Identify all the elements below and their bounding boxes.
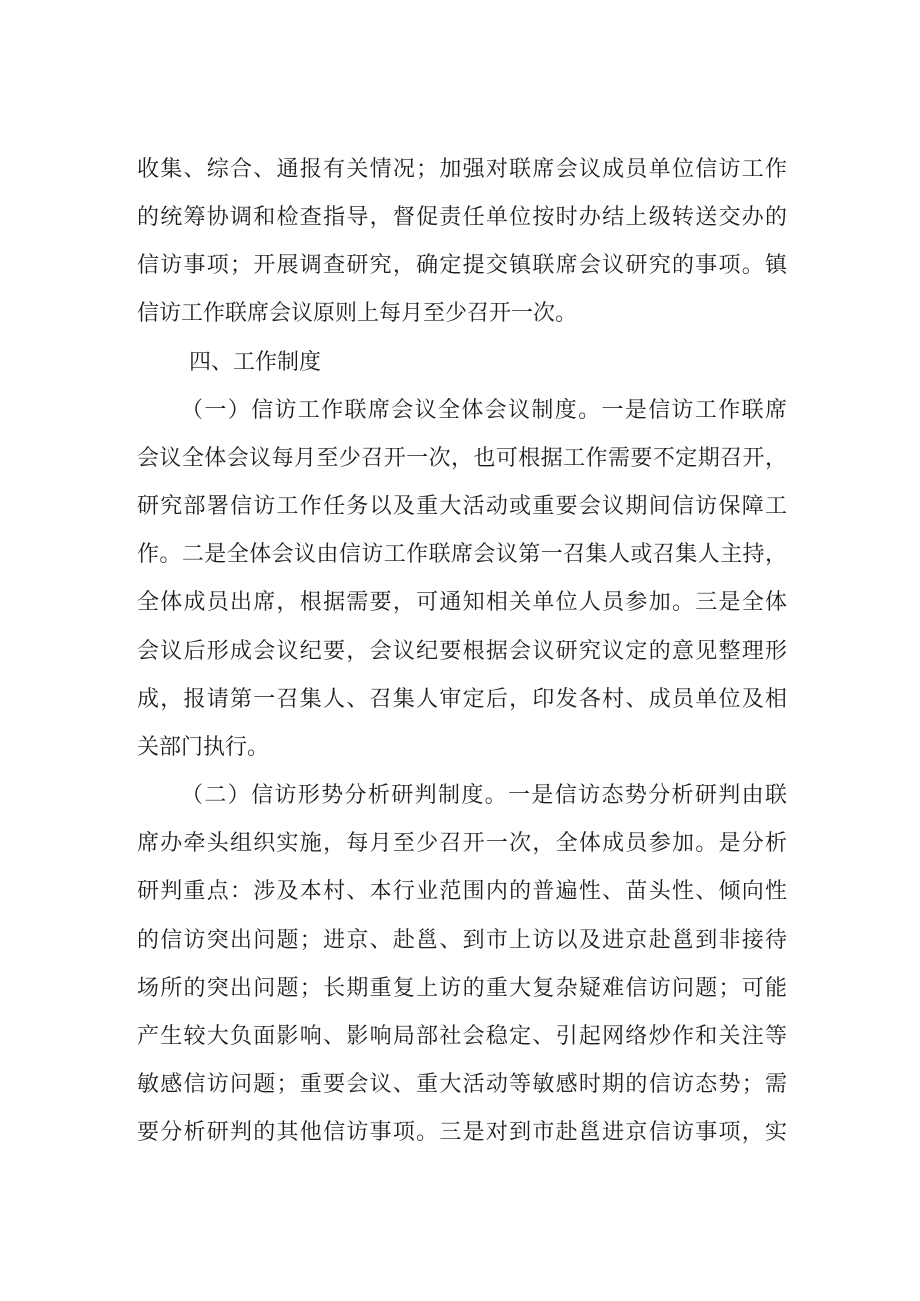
body-text [137,150,787,1161]
text-line: 的统筹协调和检查指导，督促责任单位按时办结上级转送交办的 [137,205,787,231]
text-line: 信访事项；开展调查研究，确定提交镇联席会议研究的事项。镇 [137,253,787,279]
text-line: 敏感信访问题；重要会议、重大活动等敏感时期的信访态势；需 [137,1071,787,1097]
text-line: 要分析研判的其他信访事项。三是对到市赴邕进京信访事项，实 [137,1120,787,1146]
text-line: 场所的突出问题；长期重复上访的重大复杂疑难信访问题；可能 [137,975,787,1001]
text-line: 研究部署信访工作任务以及重大活动或重要会议期间信访保障工 [137,494,787,520]
text-line: 研判重点：涉及本村、本行业范围内的普遍性、苗头性、倾向性 [137,879,787,905]
text-line: 作。二是全体会议由信访工作联席会议第一召集人或召集人主持， [137,542,787,568]
text-line: 会议后形成会议纪要，会议纪要根据会议研究议定的意见整理形 [137,638,787,664]
text-line: 的信访突出问题；进京、赴邕、到市上访以及进京赴邕到非接待 [137,927,787,953]
text-line: 成，报请第一召集人、召集人审定后，印发各村、成员单位及相 [137,686,787,712]
paragraph-first-line: （一）信访工作联席会议全体会议制度。一是信访工作联席 [181,397,787,423]
paragraph-first-line: （二）信访形势分析研判制度。一是信访态势分析研判由联 [181,783,787,809]
text-line: 产生较大负面影响、影响局部社会稳定、引起网络炒作和关注等 [137,1023,787,1049]
section-heading: 四、工作制度 [189,349,322,375]
text-line: 关部门执行。 [137,734,270,760]
text-line: 收集、综合、通报有关情况；加强对联席会议成员单位信访工作 [137,157,787,182]
text-line: 信访工作联席会议原则上每月至少召开一次。 [137,301,578,327]
text-line: 会议全体会议每月至少召开一次，也可根据工作需要不定期召开， [137,445,787,471]
text-line: 全体成员出席，根据需要，可通知相关单位人员参加。三是全体 [137,590,787,616]
text-line: 席办牵头组织实施，每月至少召开一次，全体成员参加。是分析 [137,831,787,857]
